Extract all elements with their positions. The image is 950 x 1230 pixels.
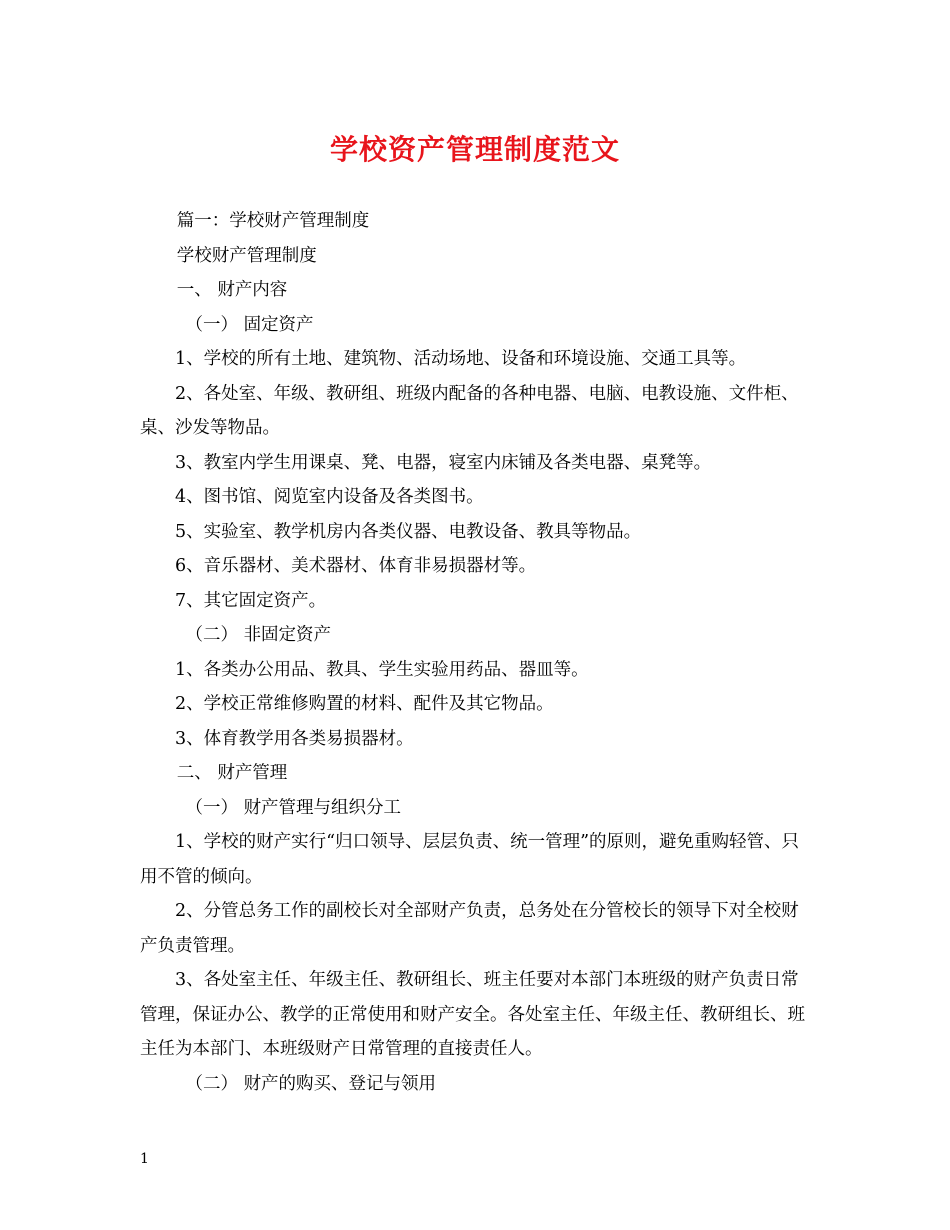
paragraph: 3、教室内学生用课桌、凳、电器，寝室内床铺及各类电器、桌凳等。 bbox=[175, 452, 712, 473]
paragraph: 7、其它固定资产。 bbox=[175, 590, 327, 611]
paragraph: 3、各处室主任、年级主任、教研组长、班主任要对本部门本班级的财产负责日常管理，保证办公、教学的正常使用和财产安全。各处室主任、年级主任、教研组长、班主任为本部门、本班级财产日常管理的直接责任人。 bbox=[140, 970, 805, 1059]
paragraph-part-heading: 篇一：学校财产管理制度 bbox=[176, 211, 370, 231]
document-body bbox=[140, 204, 815, 1101]
paragraph: 2、学校正常维修购置的材料、配件及其它物品。 bbox=[175, 694, 554, 714]
paragraph: 1、各类办公用品、教具、学生实验用药品、器皿等。 bbox=[175, 659, 589, 680]
subsection-heading-1-1: （一） 固定资产 bbox=[185, 314, 314, 335]
subsection-heading-2-1: （一） 财产管理与组织分工 bbox=[185, 797, 402, 818]
subsection-heading-1-2: （二） 非固定资产 bbox=[185, 625, 332, 645]
page-number: 1 bbox=[140, 1151, 149, 1167]
paragraph: 2、各处室、年级、教研组、班级内配备的各种电器、电脑、电教设施、文件柜、桌、沙发等物品。 bbox=[140, 383, 799, 438]
paragraph: 1、学校的所有土地、建筑物、活动场地、设备和环境设施、交通工具等。 bbox=[175, 349, 747, 369]
paragraph: 4、图书馆、阅览室内设备及各类图书。 bbox=[175, 487, 484, 507]
section-heading-2: 二、 财产管理 bbox=[176, 763, 288, 783]
paragraph: 2、分管总务工作的副校长对全部财产负责，总务处在分管校长的领导下对全校财产负责管理。 bbox=[140, 901, 799, 956]
paragraph: 3、体育教学用各类易损器材。 bbox=[175, 728, 414, 749]
document-title: 学校资产管理制度范文 bbox=[329, 133, 620, 166]
section-heading-1: 一、 财产内容 bbox=[176, 280, 288, 300]
paragraph: 6、音乐器材、美术器材、体育非易损器材等。 bbox=[175, 556, 537, 576]
paragraph: 5、实验室、教学机房内各类仪器、电教设备、教具等物品。 bbox=[175, 521, 642, 542]
paragraph-subtitle: 学校财产管理制度 bbox=[176, 245, 317, 266]
subsection-heading-2-2: （二） 财产的购买、登记与领用 bbox=[185, 1073, 437, 1094]
paragraph: 1、学校的财产实行“归口领导、层层负责、统一管理”的原则，避免重购轻管、只用不管的倾向。 bbox=[140, 832, 800, 887]
